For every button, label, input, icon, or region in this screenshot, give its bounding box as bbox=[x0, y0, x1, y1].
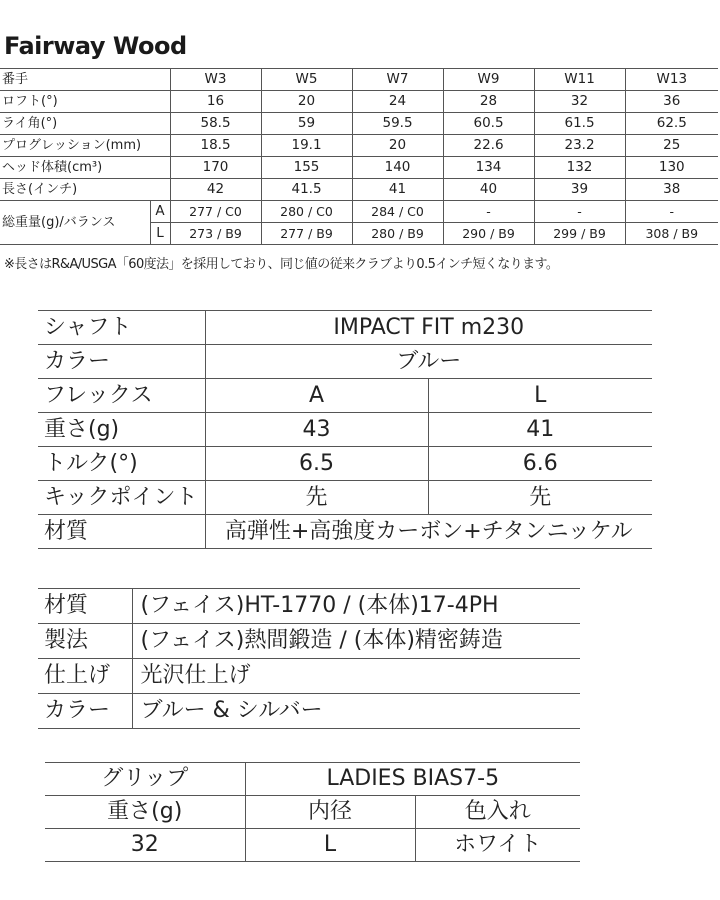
spec-cell: W11 bbox=[534, 69, 625, 91]
shaft-torque-l: 6.6 bbox=[428, 447, 652, 481]
spec-cell: 39 bbox=[534, 179, 625, 201]
shaft-material-value: 高弾性+高強度カーボン+チタンニッケル bbox=[205, 515, 652, 549]
shaft-kick-l: 先 bbox=[428, 481, 652, 515]
page-title: Fairway Wood bbox=[4, 32, 187, 60]
spec-table bbox=[0, 68, 718, 245]
spec-weight-cell: - bbox=[534, 201, 625, 223]
spec-row bbox=[0, 91, 718, 113]
shaft-weight-a: 43 bbox=[205, 413, 428, 447]
grip-weight-value: 32 bbox=[45, 829, 245, 862]
spec-cell: 20 bbox=[261, 91, 352, 113]
head-color-label: カラー bbox=[38, 694, 132, 729]
spec-weight-label: 総重量(g)/バランス bbox=[0, 201, 150, 245]
spec-cell: 42 bbox=[170, 179, 261, 201]
spec-row-label: ライ角(°) bbox=[0, 113, 170, 135]
spec-row-label: 番手 bbox=[0, 69, 170, 91]
shaft-material-label: 材質 bbox=[38, 515, 205, 549]
shaft-torque-label: トルク(°) bbox=[38, 447, 205, 481]
head-row bbox=[38, 589, 580, 624]
spec-cell: 40 bbox=[443, 179, 534, 201]
shaft-kick-a: 先 bbox=[205, 481, 428, 515]
spec-cell: 28 bbox=[443, 91, 534, 113]
grip-paint-value: ホワイト bbox=[415, 829, 580, 862]
spec-cell: 22.6 bbox=[443, 135, 534, 157]
grip-table bbox=[45, 762, 580, 862]
grip-name: LADIES BIAS7-5 bbox=[245, 763, 580, 796]
spec-cell: 36 bbox=[625, 91, 718, 113]
grip-diameter-value: L bbox=[245, 829, 415, 862]
shaft-name-label: シャフト bbox=[38, 311, 205, 345]
head-row bbox=[38, 624, 580, 659]
spec-cell: 132 bbox=[534, 157, 625, 179]
spec-row bbox=[0, 69, 718, 91]
head-finish-label: 仕上げ bbox=[38, 659, 132, 694]
spec-cell: 16 bbox=[170, 91, 261, 113]
spec-weight-cell: 290 / B9 bbox=[443, 223, 534, 245]
spec-weight-cell: 280 / B9 bbox=[352, 223, 443, 245]
shaft-color-value: ブルー bbox=[205, 345, 652, 379]
shaft-weight-l: 41 bbox=[428, 413, 652, 447]
spec-weight-cell: 277 / C0 bbox=[170, 201, 261, 223]
spec-cell: 59.5 bbox=[352, 113, 443, 135]
grip-header-row bbox=[45, 796, 580, 829]
spec-cell: 41 bbox=[352, 179, 443, 201]
shaft-weight-row bbox=[38, 413, 652, 447]
grip-paint-label: 色入れ bbox=[415, 796, 580, 829]
spec-cell: 38 bbox=[625, 179, 718, 201]
spec-row bbox=[0, 179, 718, 201]
shaft-flex-a: A bbox=[205, 379, 428, 413]
spec-cell: 140 bbox=[352, 157, 443, 179]
spec-cell: 41.5 bbox=[261, 179, 352, 201]
spec-weight-cell: 277 / B9 bbox=[261, 223, 352, 245]
shaft-torque-a: 6.5 bbox=[205, 447, 428, 481]
spec-cell: W9 bbox=[443, 69, 534, 91]
spec-row-label: ロフト(°) bbox=[0, 91, 170, 113]
spec-weight-cell: 299 / B9 bbox=[534, 223, 625, 245]
spec-weight-row bbox=[0, 201, 718, 223]
spec-cell: 130 bbox=[625, 157, 718, 179]
spec-cell: 170 bbox=[170, 157, 261, 179]
shaft-material-row bbox=[38, 515, 652, 549]
spec-cell: 19.1 bbox=[261, 135, 352, 157]
shaft-name-row bbox=[38, 311, 652, 345]
spec-cell: 62.5 bbox=[625, 113, 718, 135]
shaft-flex-l: L bbox=[428, 379, 652, 413]
spec-cell: 155 bbox=[261, 157, 352, 179]
spec-row-label: プログレッション(mm) bbox=[0, 135, 170, 157]
head-finish-value: 光沢仕上げ bbox=[132, 659, 580, 694]
spec-weight-cell: 273 / B9 bbox=[170, 223, 261, 245]
grip-name-row bbox=[45, 763, 580, 796]
shaft-flex-row bbox=[38, 379, 652, 413]
head-row bbox=[38, 659, 580, 694]
spec-cell: 61.5 bbox=[534, 113, 625, 135]
spec-row bbox=[0, 157, 718, 179]
spec-flex-marker: L bbox=[150, 223, 170, 245]
spec-cell: 23.2 bbox=[534, 135, 625, 157]
head-material-value: (フェイス)HT-1770 / (本体)17-4PH bbox=[132, 589, 580, 624]
length-note: ※長さはR&A/USGA「60度法」を採用しており、同じ値の従来クラブより0.5インチ短くなります。 bbox=[4, 257, 559, 272]
spec-cell: 32 bbox=[534, 91, 625, 113]
spec-row-label: 長さ(インチ) bbox=[0, 179, 170, 201]
shaft-kick-label: キックポイント bbox=[38, 481, 205, 515]
shaft-weight-label: 重さ(g) bbox=[38, 413, 205, 447]
spec-flex-marker: A bbox=[150, 201, 170, 223]
spec-cell: W5 bbox=[261, 69, 352, 91]
spec-cell: 59 bbox=[261, 113, 352, 135]
spec-cell: 58.5 bbox=[170, 113, 261, 135]
spec-weight-cell: 284 / C0 bbox=[352, 201, 443, 223]
spec-cell: W13 bbox=[625, 69, 718, 91]
shaft-color-row bbox=[38, 345, 652, 379]
spec-weight-cell: - bbox=[443, 201, 534, 223]
shaft-name-value: IMPACT FIT m230 bbox=[205, 311, 652, 345]
head-method-label: 製法 bbox=[38, 624, 132, 659]
grip-diameter-label: 内径 bbox=[245, 796, 415, 829]
spec-weight-cell: 280 / C0 bbox=[261, 201, 352, 223]
shaft-torque-row bbox=[38, 447, 652, 481]
spec-row-label: ヘッド体積(cm³) bbox=[0, 157, 170, 179]
spec-cell: 18.5 bbox=[170, 135, 261, 157]
spec-weight-cell: - bbox=[625, 201, 718, 223]
head-row bbox=[38, 694, 580, 729]
head-color-value: ブルー & シルバー bbox=[132, 694, 580, 729]
spec-weight-cell: 308 / B9 bbox=[625, 223, 718, 245]
shaft-flex-label: フレックス bbox=[38, 379, 205, 413]
grip-value-row bbox=[45, 829, 580, 862]
head-material-label: 材質 bbox=[38, 589, 132, 624]
spec-cell: W3 bbox=[170, 69, 261, 91]
spec-cell: 60.5 bbox=[443, 113, 534, 135]
head-method-value: (フェイス)熱間鍛造 / (本体)精密鋳造 bbox=[132, 624, 580, 659]
spec-cell: 134 bbox=[443, 157, 534, 179]
spec-cell: 25 bbox=[625, 135, 718, 157]
spec-cell: W7 bbox=[352, 69, 443, 91]
shaft-color-label: カラー bbox=[38, 345, 205, 379]
spec-cell: 20 bbox=[352, 135, 443, 157]
shaft-table bbox=[38, 310, 652, 549]
head-table bbox=[38, 588, 580, 729]
grip-weight-label: 重さ(g) bbox=[45, 796, 245, 829]
spec-row bbox=[0, 135, 718, 157]
grip-label: グリップ bbox=[45, 763, 245, 796]
spec-cell: 24 bbox=[352, 91, 443, 113]
shaft-kick-row bbox=[38, 481, 652, 515]
spec-row bbox=[0, 113, 718, 135]
